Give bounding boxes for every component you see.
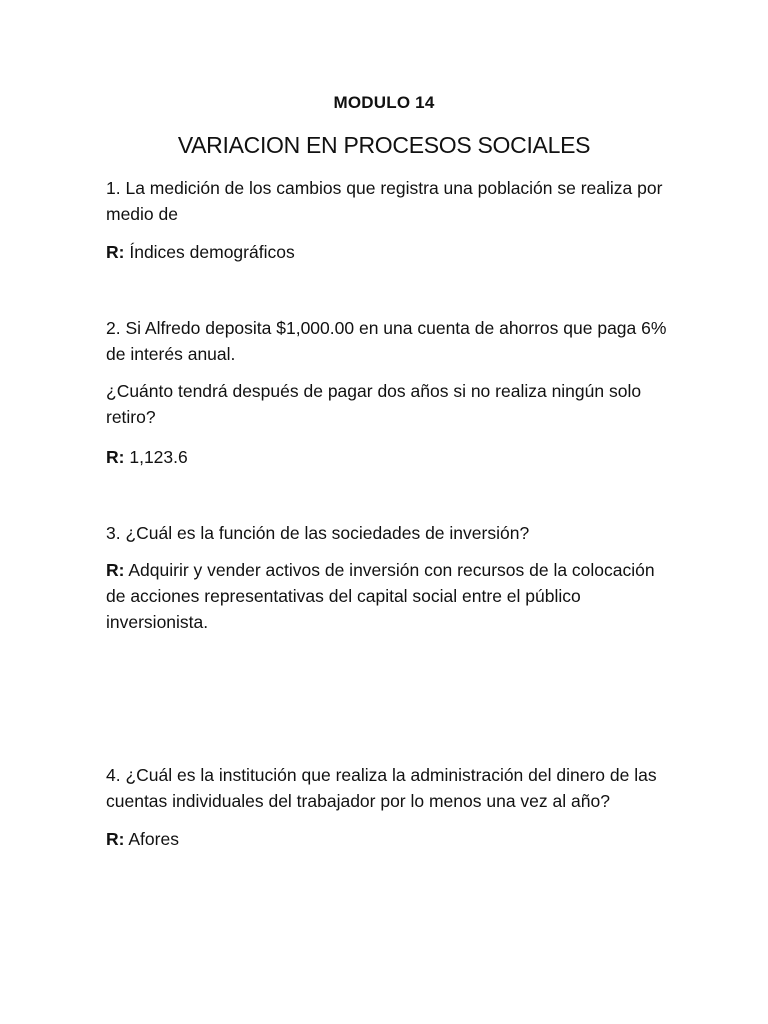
answer-1 xyxy=(106,239,676,265)
question-2-text: 2. Si Alfredo deposita $1,000.00 en una cuenta de ahorros que paga 6% de interés anual. xyxy=(106,318,667,364)
question-4-text: 4. ¿Cuál es la institución que realiza la administración del dinero de las cuentas individuales del trabajador por lo menos una vez al año? xyxy=(106,765,657,811)
module-heading: MODULO 14 xyxy=(333,93,435,112)
question-2-continued: ¿Cuánto tendrá después de pagar dos años si no realiza ningún solo retiro? xyxy=(106,381,642,427)
answer-2-text: 1,123.6 xyxy=(129,447,188,467)
question-1-text: 1. La medición de los cambios que registra una población se realiza por medio de xyxy=(106,178,663,224)
answer-1-text: Índices demográficos xyxy=(129,242,295,262)
answer-4-text: Afores xyxy=(128,829,179,849)
document-title: VARIACION EN PROCESOS SOCIALES xyxy=(177,132,591,158)
answer-label: R: xyxy=(106,829,125,849)
answer-label: R: xyxy=(106,560,125,580)
question-3-text: 3. ¿Cuál es la función de las sociedades de inversión? xyxy=(106,523,530,543)
answer-2 xyxy=(106,444,676,470)
answer-label: R: xyxy=(106,447,125,467)
answer-3-text: Adquirir y vender activos de inversión con recursos de la colocación de acciones representativas del capital social entre el público inversionista. xyxy=(106,560,655,632)
answer-4 xyxy=(106,826,676,852)
answer-label: R: xyxy=(106,242,125,262)
answer-3 xyxy=(106,557,676,635)
